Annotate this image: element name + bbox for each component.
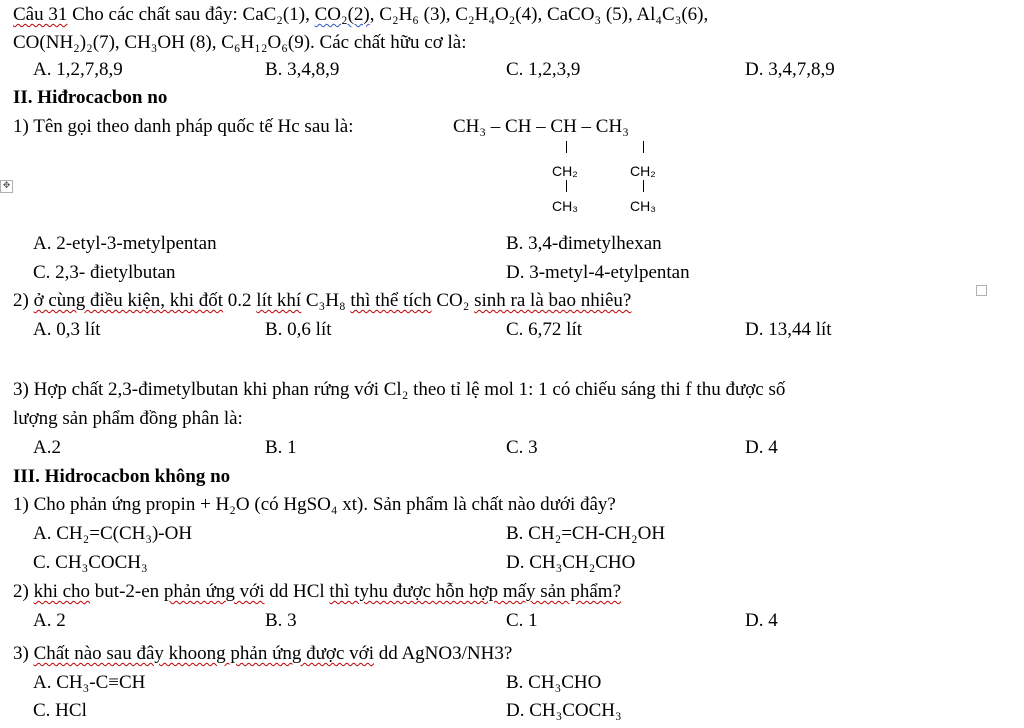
q31-option-a: A. 1,2,7,8,9 <box>33 59 123 80</box>
q3-2-text-2: but-2-en <box>94 581 160 602</box>
q2-2-text-3: lít khí <box>256 290 302 311</box>
q2-3-option-b: B. 1 <box>265 437 297 458</box>
q3-3-option-d: D. CH₃COCH₃ <box>506 700 622 721</box>
q2-3-option-c: C. 3 <box>506 437 538 458</box>
q2-3-question-line-2: lượng sản phẩm đồng phân là: <box>13 408 243 429</box>
q3-1-option-c: C. CH₃COCH₃ <box>33 552 148 573</box>
q3-1-option-a: A. CH₂=C(CH₃)-OH <box>33 523 193 544</box>
q2-1-option-a: A. 2-etyl-3-metylpentan <box>33 233 217 254</box>
question-31-list-b: CO₂(2) <box>314 4 370 25</box>
paragraph-marker-icon <box>976 285 987 296</box>
q3-2-text-5: thì tyhu được hỗn hợp mấy sản phẩm? <box>329 581 622 602</box>
q3-2-option-c: C. 1 <box>506 610 538 631</box>
q2-2-text-4: C₃H₈ <box>305 290 346 311</box>
question-31-head: Câu 31 <box>13 4 68 25</box>
q2-2-option-d: D. 13,44 lít <box>745 319 832 340</box>
q2-2-text-5: thì thể tích <box>350 290 432 311</box>
branch-2-bond-2 <box>643 180 644 192</box>
q3-2-text-1: khi cho <box>33 581 91 602</box>
q2-1-formula-chain: CH₃ – CH – CH – CH₃ <box>453 116 629 137</box>
question-31-lead: Cho các chất sau đây: <box>72 4 238 25</box>
question-31-list-c: , C₂H₆ (3), C₂H₄O₂(4), CaCO₃ (5), Al₄C₃(6), <box>369 4 709 25</box>
branch-2-top: CH₂ <box>630 163 656 179</box>
q2-2-text-6: CO₂ <box>436 290 470 311</box>
q2-1-option-c: C. 2,3- đietylbutan <box>33 262 176 283</box>
q3-1-question: 1) Cho phản ứng propin + H₂O (có HgSO₄ xt). Sản phẩm là chất nào dưới đây? <box>13 494 616 515</box>
q3-2-number: 2) <box>13 581 29 602</box>
move-handle-icon[interactable]: ✥ <box>0 180 13 193</box>
q2-3-option-a: A.2 <box>33 437 61 458</box>
q3-2-option-a: A. 2 <box>33 610 66 631</box>
question-31-list-a: CaC₂(1), <box>242 4 315 25</box>
branch-2-bottom: CH₃ <box>630 198 656 214</box>
section-3-title: III. Hidrocacbon không no <box>13 466 231 487</box>
q3-3-text-2: dd AgNO3/NH3? <box>378 643 513 664</box>
q2-2-number: 2) <box>13 290 29 311</box>
q2-1-question: 1) Tên gọi theo danh pháp quốc tế Hc sau là: <box>13 116 354 137</box>
q2-2-option-a: A. 0,3 lít <box>33 319 101 340</box>
q2-3-option-d: D. 4 <box>745 437 778 458</box>
q3-2-option-b: B. 3 <box>265 610 297 631</box>
q2-2-text-2: 0.2 <box>227 290 252 311</box>
branch-2-bond <box>643 141 644 153</box>
section-2-title: II. Hiđrocacbon no <box>13 87 168 108</box>
q3-2-option-d: D. 4 <box>745 610 778 631</box>
q3-1-option-b: B. CH₂=CH-CH₂OH <box>506 523 666 544</box>
q2-2-text-1: ở cùng điều kiện, khi đốt <box>33 290 224 311</box>
q3-1-option-d: D. CH₃CH₂CHO <box>506 552 636 573</box>
question-31-line-2: CO(NH₂)₂(7), CH₃OH (8), C₆H₁₂O₆(9). Các chất hữu cơ là: <box>13 32 467 53</box>
q2-2-question <box>13 290 631 312</box>
q2-2-option-c: C. 6,72 lít <box>506 319 583 340</box>
q2-1-option-d: D. 3-metyl-4-etylpentan <box>506 262 690 283</box>
q3-3-text-1: Chất nào sau đây khoong phản ứng được với <box>33 643 374 664</box>
q31-option-b: B. 3,4,8,9 <box>265 59 340 80</box>
q3-3-number: 3) <box>13 643 29 664</box>
branch-1-bond-2 <box>566 180 567 192</box>
q3-2-text-4: dd HCl <box>269 581 325 602</box>
question-31-line-1 <box>13 4 708 26</box>
q3-2-text-3: phản ứng với <box>163 581 265 602</box>
q2-1-option-b: B. 3,4-đimetylhexan <box>506 233 662 254</box>
q3-2-question <box>13 581 621 603</box>
q3-3-option-b: B. CH₃CHO <box>506 672 602 693</box>
q2-2-text-7: sinh ra là bao nhiêu? <box>474 290 632 311</box>
q3-3-question <box>13 643 512 665</box>
q31-option-d: D. 3,4,7,8,9 <box>745 59 835 80</box>
q2-3-question-line-1: 3) Hợp chất 2,3-đimetylbutan khi phan rứng với Cl₂ theo tỉ lệ mol 1: 1 có chiếu sáng thi f thu được số <box>13 379 786 400</box>
branch-1-bottom: CH₃ <box>552 198 578 214</box>
q3-3-option-c: C. HCl <box>33 700 87 721</box>
q31-option-c: C. 1,2,3,9 <box>506 59 581 80</box>
branch-1-top: CH₂ <box>552 163 578 179</box>
q3-3-option-a: A. CH₃-C≡CH <box>33 672 146 693</box>
branch-1-bond <box>566 141 567 153</box>
q2-2-option-b: B. 0,6 lít <box>265 319 332 340</box>
